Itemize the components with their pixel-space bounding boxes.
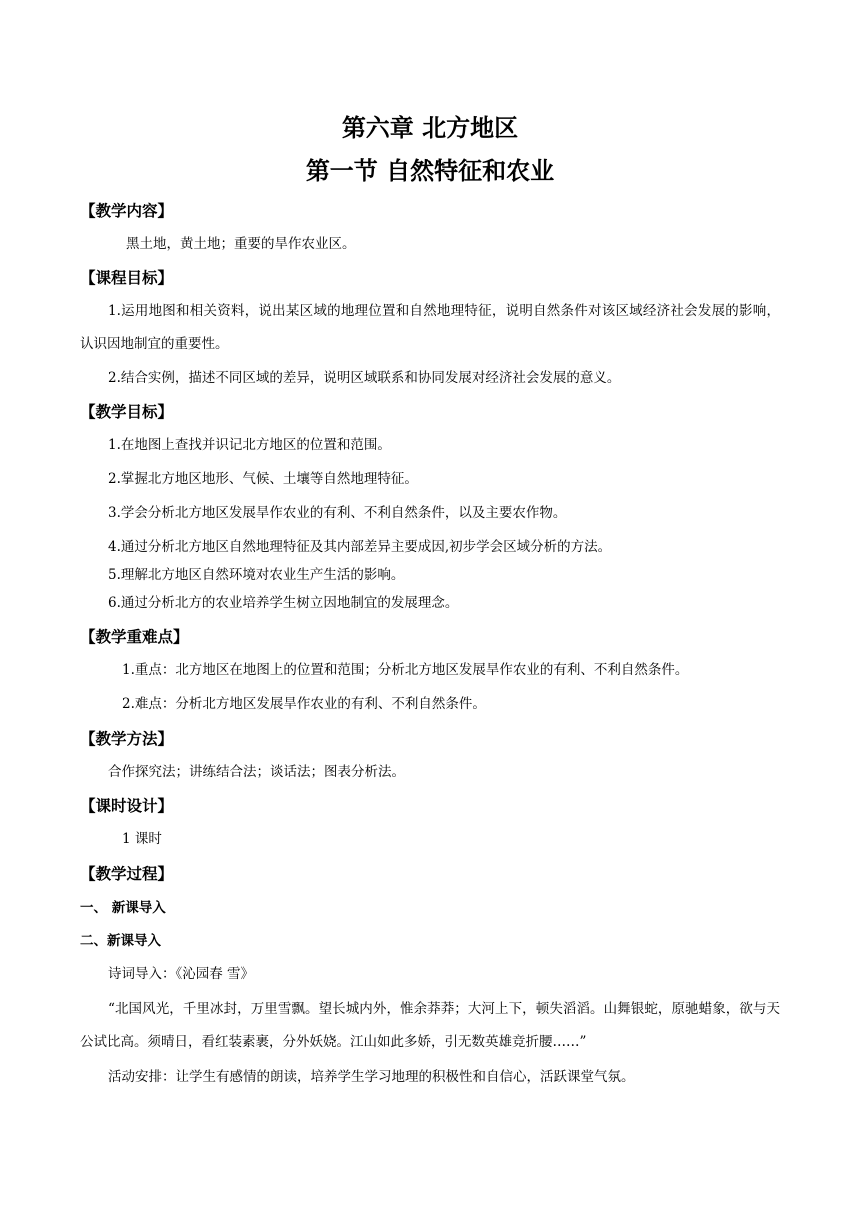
course-goal-item: 1.运用地图和相关资料，说出某区域的地理位置和自然地理特征，说明自然条件对该区域经济社会发展的影响，认识因地制宜的重要性。 (80, 303, 780, 352)
chapter-title: 第六章 北方地区 (341, 114, 519, 142)
activity-text: 活动安排：让学生有感情的朗读，培养学生学习地理的积极性和自信心，活跃课堂气氛。 (108, 1069, 635, 1085)
teaching-goal-item: 2.掌握北方地区地形、气候、土壤等自然地理特征。 (108, 471, 418, 487)
teaching-goal-item: 5.理解北方地区自然环境对农业生产生活的影响。 (108, 567, 405, 583)
teaching-goal-item: 6.通过分析北方的农业培养学生树立因地制宜的发展理念。 (108, 595, 459, 611)
class-hours-heading: 【课时设计】 (80, 797, 174, 815)
teaching-content-text: 黑土地，黄土地；重要的旱作农业区。 (126, 236, 356, 252)
process-part-one: 一、 新课导入 (80, 900, 166, 916)
key-points-heading: 【教学重难点】 (80, 628, 189, 646)
poem-intro: 诗词导入：《沁园春 雪》 (108, 966, 255, 982)
key-point-item: 2.难点：分析北方地区发展旱作农业的有利、不利自然条件。 (122, 696, 486, 712)
teaching-process-heading: 【教学过程】 (80, 865, 174, 883)
course-goal-item: 2.结合实例，描述不同区域的差异，说明区域联系和协同发展对经济社会发展的意义。 (108, 370, 621, 386)
teaching-methods-heading: 【教学方法】 (80, 730, 174, 748)
teaching-goal-item: 1.在地图上查找并识记北方地区的位置和范围。 (108, 437, 391, 453)
course-goals-heading: 【课程目标】 (80, 269, 174, 287)
process-part-two: 二、新课导入 (80, 933, 161, 949)
class-hours-text: 1 课时 (122, 831, 162, 847)
teaching-goals-heading: 【教学目标】 (80, 403, 174, 421)
teaching-goal-item: 4.通过分析北方地区自然地理特征及其内部差异主要成因,初步学会区域分析的方法。 (108, 539, 612, 555)
key-point-item: 1.重点：北方地区在地图上的位置和范围；分析北方地区发展旱作农业的有利、不利自然条件。 (122, 662, 689, 678)
section-title: 第一节 自然特征和农业 (305, 157, 555, 185)
poem-text: “北国风光，千里冰封，万里雪飘。望长城内外，惟余莽莽；大河上下，顿失滔滔。山舞银蛇，原驰蜡象，欲与天公试比高。须晴日，看红装素裹，分外妖娆。江山如此多娇，引无数英雄竞折腰……” (80, 1001, 780, 1050)
teaching-goal-item: 3.学会分析北方地区发展旱作农业的有利、不利自然条件，以及主要农作物。 (108, 505, 567, 521)
teaching-methods-text: 合作探究法；讲练结合法；谈话法；图表分析法。 (108, 764, 405, 780)
teaching-content-heading: 【教学内容】 (80, 202, 174, 220)
